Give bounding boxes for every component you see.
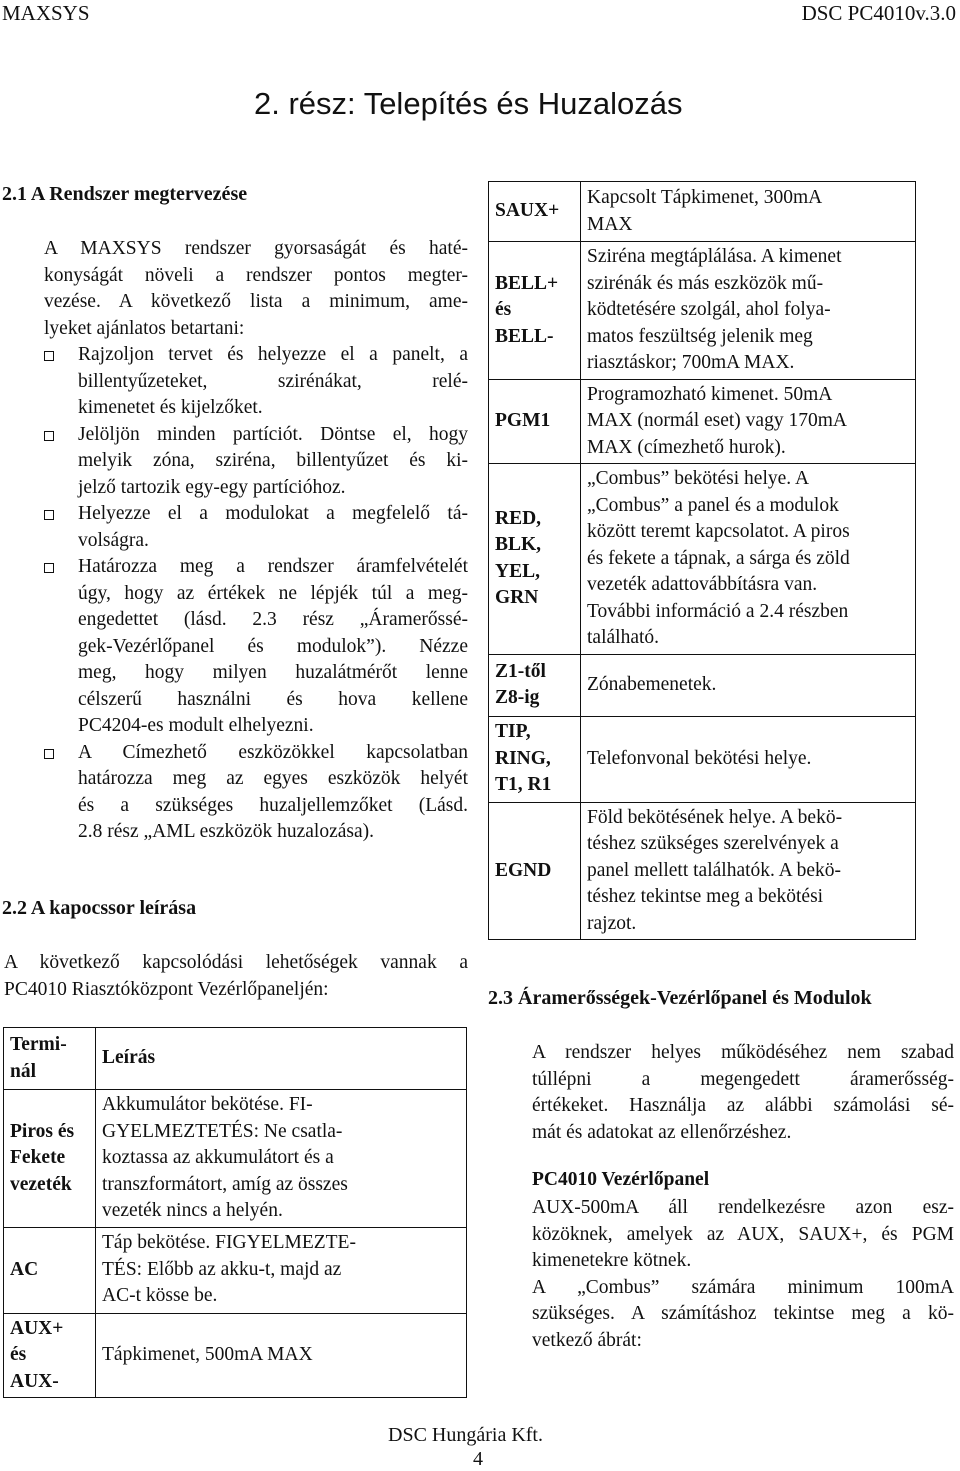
description-cell: Kapcsolt Tápkimenet, 300mA MAX — [581, 182, 916, 242]
list-item — [44, 342, 468, 422]
section-2-3-heading: 2.3 Áramerősségek-Vezérlőpanel és Modulok — [488, 987, 872, 1009]
list-item — [44, 422, 468, 502]
intro-line: A rendszer helyes működéséhez nem szabad — [532, 1042, 954, 1063]
list-line: Rajzoljon tervet és helyezze el a panelt, a — [78, 344, 468, 365]
text-line: szükséges. A számításhoz tekintse meg a kö- — [532, 1303, 954, 1324]
terminal-cell: RED, BLK, YEL, GRN — [489, 464, 581, 655]
description-cell: Zónabemenetek. — [581, 654, 916, 716]
section-2-2-heading: 2.2 A kapocssor leírása — [2, 897, 197, 919]
header-description: Leírás — [96, 1028, 467, 1090]
intro-line: PC4010 Riasztóközpont Vezérlőpaneljén: — [4, 978, 329, 1000]
list-line: 2.8 rész „AML eszközök huzalozása). — [78, 821, 374, 842]
terminal-cell: AC — [4, 1227, 96, 1313]
page-title: 2. rész: Telepítés és Huzalozás — [254, 86, 683, 121]
terminal-cell: BELL+ és BELL- — [489, 242, 581, 380]
list-item — [44, 740, 468, 846]
terminal-cell: SAUX+ — [489, 182, 581, 242]
list-line: meg, hogy milyen huzalátmérőt lenne — [78, 662, 468, 683]
list-item — [44, 554, 468, 740]
table-header-row — [4, 1028, 467, 1090]
description-cell: Táp bekötése. FIGYELMEZTE- TÉS: Előbb az akku-t, majd az AC-t kösse be. — [96, 1227, 467, 1313]
list-line: célszerű használni és hova kellene — [78, 688, 468, 710]
table-row — [489, 182, 916, 242]
table-row — [489, 802, 916, 940]
list-line: Helyezze el a modulokat a megfelelő tá- — [78, 503, 468, 524]
intro-line: vezése. A következő lista a minimum, ame- — [44, 291, 468, 312]
planning-checklist — [44, 342, 468, 846]
description-cell: Sziréna megtáplálása. A kimenet szirénák és más eszközök mű- ködtetésére szolgál, ahol folya- matos feszültség jelenik meg riasztáskor; 700mA MAX. — [581, 242, 916, 380]
section-2-1-intro — [44, 236, 468, 342]
footer-company: DSC Hungária Kft. — [388, 1424, 543, 1446]
header-terminal: Termi- nál — [4, 1028, 96, 1090]
intro-line: értékeket. Használja az alábbi számolási sé- — [532, 1095, 954, 1116]
text-line: AUX-500mA áll rendelkezésre azon esz- — [532, 1197, 954, 1218]
table-row — [489, 654, 916, 716]
list-line: jelző tartozik egy-egy partícióhoz. — [78, 476, 346, 498]
list-line: melyik zóna, sziréna, billentyűzet és ki- — [78, 450, 468, 471]
description-cell: Programozható kimenet. 50mA MAX (normál eset) vagy 170mA MAX (címezhető hurok). — [581, 379, 916, 464]
intro-line: konyságát növeli a rendszer pontos megter- — [44, 264, 468, 286]
table-row — [489, 716, 916, 802]
section-2-1-heading: 2.1 A Rendszer megtervezése — [2, 183, 248, 205]
page-number: 4 — [473, 1448, 483, 1470]
intro-line: lyeket ajánlatos betartani: — [44, 317, 245, 339]
checkbox-square-icon — [44, 510, 54, 520]
list-line: határozza meg az egyes eszközök helyét — [78, 768, 468, 789]
table-row — [4, 1313, 467, 1398]
intro-line: túllépni a megengedett áramerősség- — [532, 1068, 954, 1090]
intro-line: A MAXSYS rendszer gyorsaságát és haté- — [44, 238, 468, 259]
table-row — [4, 1090, 467, 1228]
terminal-cell: Piros és Fekete vezeték — [4, 1090, 96, 1228]
terminal-cell: TIP, RING, T1, R1 — [489, 716, 581, 802]
terminal-cell: Z1-től Z8-ig — [489, 654, 581, 716]
list-line: A Címezhető eszközökkel kapcsolatban — [78, 741, 468, 763]
list-line: billentyűzeteket, szirénákat, relé- — [78, 370, 468, 392]
list-line: úgy, hogy az értékek ne lépjék túl a meg- — [78, 582, 468, 604]
pc4010-panel-heading: PC4010 Vezérlőpanel — [532, 1169, 710, 1190]
terminal-cell: EGND — [489, 802, 581, 940]
list-line: és a szükséges huzaljellemzőket (Lásd. — [78, 794, 468, 816]
list-item — [44, 501, 468, 554]
section-2-3-intro — [532, 1040, 954, 1146]
description-cell: Föld bekötésének helye. A bekö- téshez szükséges szerelvények a panel mellett találhatók. A bekö- téshez tekintse meg a bekötési rajzot. — [581, 802, 916, 940]
table-row — [489, 379, 916, 464]
checkbox-square-icon — [44, 351, 54, 361]
terminal-cell: AUX+ és AUX- — [4, 1313, 96, 1398]
terminal-table — [3, 1027, 467, 1398]
description-cell: Akkumulátor bekötése. FI- GYELMEZTETÉS: Ne csatla- koztassa az akkumulátort és a transzformátort, amíg az összes vezeték nincs a helyén. — [96, 1090, 467, 1228]
checkbox-square-icon — [44, 749, 54, 759]
intro-line: mát és adatokat az ellenőrzéshez. — [532, 1121, 792, 1143]
list-line: Jelöljön minden partíciót. Döntse el, hogy — [78, 423, 468, 445]
table-row — [489, 242, 916, 380]
header-left: MAXSYS — [2, 1, 90, 25]
text-line: vetkező ábrát: — [532, 1329, 642, 1351]
description-cell: Tápkimenet, 500mA MAX — [96, 1313, 467, 1398]
pc4010-panel-text — [532, 1195, 954, 1354]
terminal-cell: PGM1 — [489, 379, 581, 464]
description-cell: „Combus” bekötési helye. A „Combus” a panel és a modulok között teremt kapcsolatot. A piros és fekete a tápnak, a sárga és zöld vezeték adattovábbításra van. További információ a 2.4 részben található. — [581, 464, 916, 655]
table-row — [489, 464, 916, 655]
checkbox-square-icon — [44, 431, 54, 441]
list-line: Határozza meg a rendszer áramfelvételét — [78, 556, 468, 577]
section-2-2-intro — [4, 950, 468, 1003]
description-cell: Telefonvonal bekötési helye. — [581, 716, 916, 802]
list-line: kimenetet és kijelzőket. — [78, 397, 263, 418]
intro-line: A következő kapcsolódási lehetőségek vannak a — [4, 952, 468, 973]
table-row — [4, 1227, 467, 1313]
list-line: volságra. — [78, 529, 149, 551]
text-line: közöknek, amelyek az AUX, SAUX+, és PGM — [532, 1223, 954, 1245]
terminal-table-continued — [488, 181, 916, 940]
checkbox-square-icon — [44, 563, 54, 573]
list-line: gek-Vezérlőpanel és modulok”). Nézze — [78, 635, 468, 657]
list-line: engedettet (lásd. 2.3 rész „Áramerőssé- — [78, 609, 468, 630]
text-line: kimenetekre kötnek. — [532, 1250, 692, 1271]
header-right: DSC PC4010v.3.0 — [801, 1, 956, 25]
list-line: PC4204-es modult elhelyezni. — [78, 715, 314, 736]
text-line: A „Combus” számára minimum 100mA — [532, 1276, 954, 1298]
